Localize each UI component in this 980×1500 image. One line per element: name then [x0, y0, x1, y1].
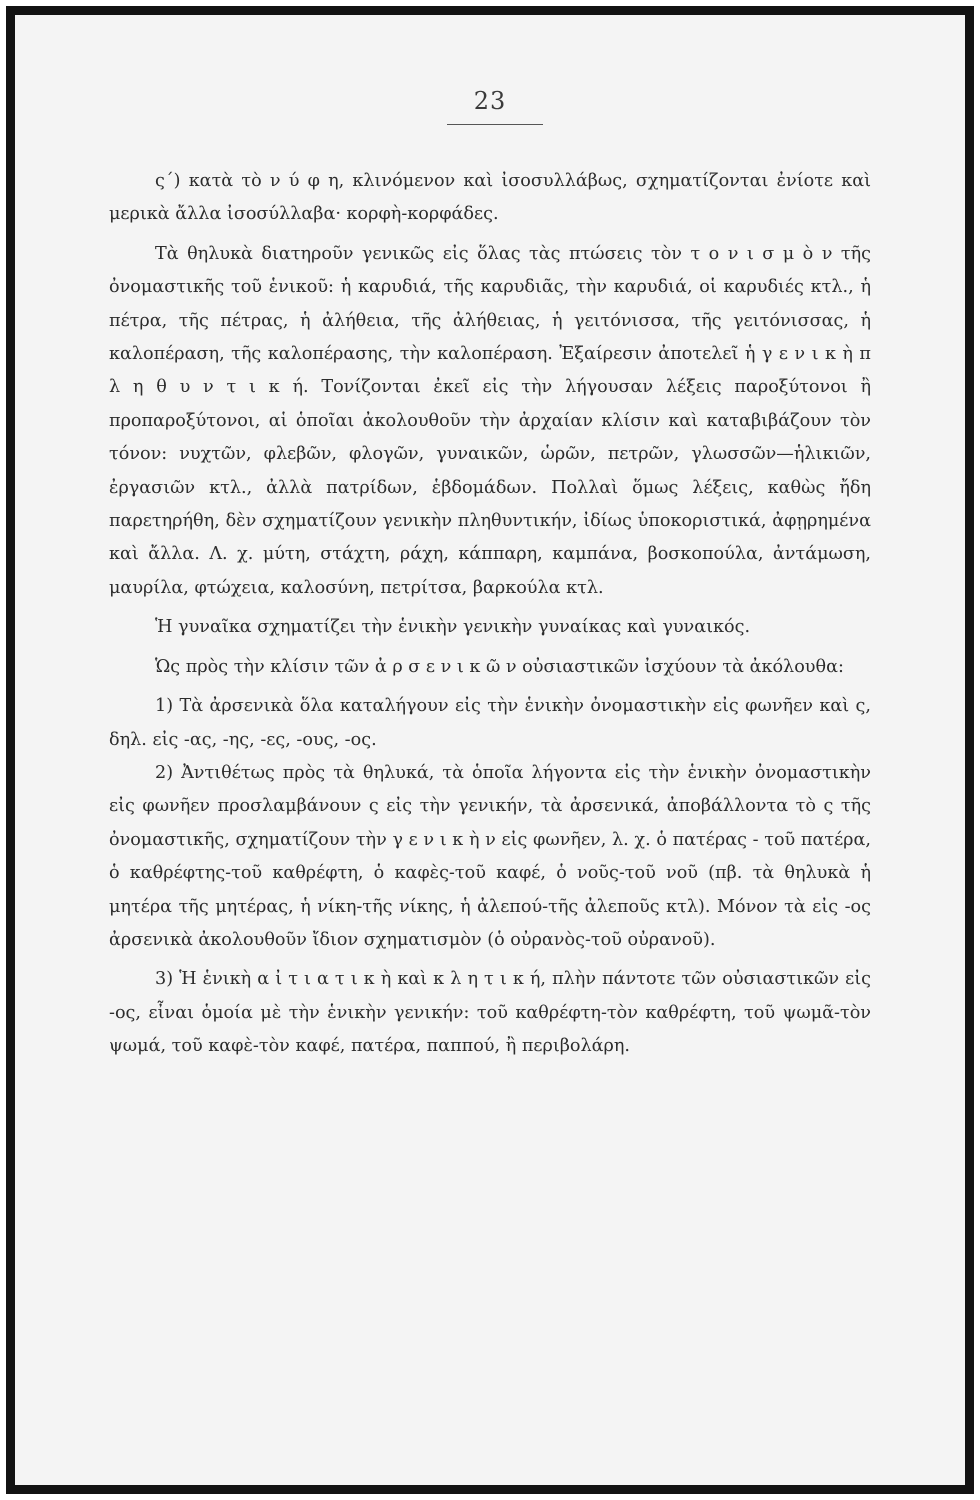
paragraph: 1) Τὰ ἀρσενικὰ ὅλα καταλήγουν εἰς τὴν ἑνικὴν ὀνομαστικὴν εἰς φωνῆεν καὶ ς, δηλ. εἰς -ας, -ης, -ες, -ους, -ος. [109, 696, 871, 750]
paragraph: 3) Ἡ ἑνικὴ α ἰ τ ι α τ ι κ ὴ καὶ κ λ η τ ι κ ή, πλὴν πάντοτε τῶν οὐσιαστικῶν εἰς -ος, εἶναι ὁμοία μὲ τὴν ἑνικὴν γενικήν: τοῦ καθρέφτη-τὸν καθρέφτη, τοῦ ψωμᾶ-τὸν ψωμά, τοῦ καφὲ-τὸν καφέ, πατέρα, παππού, ἢ περιβολάρη. [109, 969, 871, 1057]
paragraph: Ἡ γυναῖκα σχηματίζει τὴν ἑνικὴν γενικὴν γυναίκας καὶ γυναικός. [155, 617, 751, 638]
page-frame [6, 6, 974, 1494]
page-number: 23 [473, 87, 507, 115]
page-number-rule [447, 124, 543, 125]
paragraph: Τὰ θηλυκὰ διατηροῦν γενικῶς εἰς ὅλας τὰς πτώσεις τὸν τ ο ν ι σ μ ὸ ν τῆς ὀνομαστικῆς τοῦ ἑνικοῦ: ἡ καρυδιά, τῆς καρυδιᾶς, τὴν καρυδιά, οἱ καρυδιές κτλ., ἡ πέτρα, τῆς πέτρας, ἡ ἀλήθεια, τῆς ἀλήθειας, ἡ γειτόνισσα, τῆς γειτόνισσας, ἡ καλοπέραση, τῆς καλοπέρασης, τὴν καλοπέραση. Ἐξαίρεσιν ἀποτελεῖ ἡ γ ε ν ι κ ὴ π λ η θ υ ν τ ι κ ή. Τονίζονται ἐκεῖ εἰς τὴν λήγουσαν λέξεις παροξύτονοι ἢ προπαροξύτονοι, αἱ ὁποῖαι ἀκολουθοῦν τὴν ἀρχαίαν κλίσιν καὶ καταβιβάζουν τὸν τόνον: νυχτῶν, φλεβῶν, φλογῶν, γυναικῶν, ὡρῶν, πετρῶν, γλωσσῶν—ἡλικιῶν, ἐργασιῶν κτλ., ἀλλὰ πατρίδων, ἑβδομάδων. Πολλαὶ ὅμως λέξεις, καθὼς ἤδη παρετηρήθη, δὲν σχηματίζουν γενικὴν πληθυντικήν, ἰδίως ὑποκοριστικά, ἀφῃρημένα καὶ ἄλλα. Λ. χ. μύτη, στάχτη, ράχη, κάππαρη, καμπάνα, βοσκοπούλα, ἀντάμωση, μαυρίλα, φτώχεια, καλοσύνη, πετρίτσα, βαρκούλα κτλ. [109, 243, 871, 598]
paragraph: ς΄) κατὰ τὸ ν ύ φ η, κλινόμενον καὶ ἰσοσυλλάβως, σχηματίζονται ἐνίοτε καὶ μερικὰ ἄλλα ἰσοσύλλαβα· κορφὴ-κορφάδες. [109, 171, 871, 225]
paragraph: Ὡς πρὸς τὴν κλίσιν τῶν ἀ ρ σ ε ν ι κ ῶ ν οὐσιαστικῶν ἰσχύουν τὰ ἀκόλουθα: [155, 656, 844, 677]
paragraph: 2) Ἀντιθέτως πρὸς τὰ θηλυκά, τὰ ὁποῖα λήγοντα εἰς τὴν ἑνικὴν ὀνομαστικὴν εἰς φωνῆεν προσλαμβάνουν ς εἰς τὴν γενικήν, τὰ ἀρσενικά, ἀποβάλλοντα τὸ ς τῆς ὀνομαστικῆς, σχηματίζουν τὴν γ ε ν ι κ ὴ ν εἰς φωνῆεν, λ. χ. ὁ πατέρας - τοῦ πατέρα, ὁ καθρέφτης-τοῦ καθρέφτη, ὁ καφὲς-τοῦ καφέ, ὁ νοῦς-τοῦ νοῦ (πβ. τὰ θηλυκὰ ἡ μητέρα τῆς μητέρας, ἡ νίκη-τῆς νίκης, ἡ ἀλεπού-τῆς ἀλεποῦς κτλ). Μόνον τὰ εἰς -ος ἀρσενικὰ ἀκολουθοῦν ἴδιον σχηματισμὸν (ὁ οὐρανὸς-τοῦ οὐρανοῦ). [109, 762, 871, 950]
body-text [109, 165, 871, 1064]
